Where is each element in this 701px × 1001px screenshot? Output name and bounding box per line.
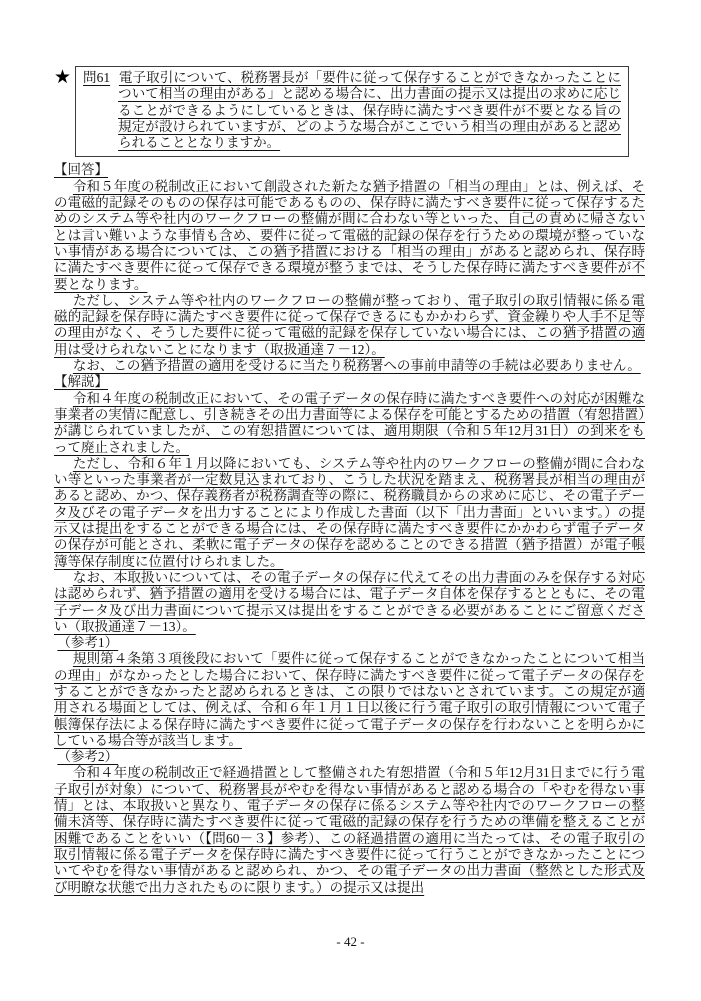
reference2-paragraph: 令和４年度の税制改正で経過措置として整備された宥恕措置（令和５年12月31日までに行う電子取引が対象）について、税務署長がやむを得ない事情があると認める場合の「やむを得ない事情」とは、本取扱いと異なり、電子データの保存に係るシステム等や社内でのワークフローの整備未済等、保存時に満たすべき要件に従って電磁的記録の保存を行うための準備を整えることが困難であることをいい（【問60－３】参考）、この経過措置の適用に当たっては、その電子取引の取引情報に係る電子データを保存時に満たすべき要件に従って行うことができなかったことについてやむを得ない事情があると認められ、かつ、その電子データの出力書面（整然とした形式及び明瞭な状態で出力されたものに限ります。）の提示又は提出 xyxy=(54,765,645,895)
question-number: 問61 xyxy=(83,70,111,85)
star-marker-icon: ★ xyxy=(54,67,72,88)
commentary-paragraph-2: ただし、令和６年１月以降においても、システム等や社内のワークフローの整備が間に合わない等といった事業者が一定数見込まれており、こうした状況を踏まえ、税務署長が相当の理由があると認め、かつ、保存義務者が税務調査等の際に、税務職員からの求めに応じ、その電子データ及びその電子データを出力することにより作成した書面（以下「出力書面」といいます。）の提示又は提出をすることができる場合には、その保存時に満たすべき要件にかかわらず電子データの保存が可能とされ、柔軟に電子データの保存を認めることのできる措置（猶予措置）が電子帳簿等保存制度に位置付けられました。 xyxy=(54,455,645,569)
commentary-heading: 【解説】 xyxy=(54,374,108,390)
answer-heading: 【回答】 xyxy=(54,162,108,178)
reference1-paragraph: 規則第４条第３項後段において「要件に従って保存することができなかったことについて相当の理由」がなかったとした場合において、保存時に満たすべき要件に従って電子データの保存をすることができなかったと認められるときは、この限りではないとされています。この規定が適用される場面としては、例えば、令和６年１月１日以後に行う電子取引の取引情報について電子帳簿保存法による保存時に満たすべき要件に従って電子データの保存を行わないことを明らかにしている場合等が該当します。 xyxy=(54,651,645,748)
page-content xyxy=(54,66,645,896)
answer-paragraph-1: 令和５年度の税制改正において創設された新たな猶予措置の「相当の理由」とは、例えば、その電磁的記録そのものの保存は可能であるものの、保存時に満たすべき要件に従って保存するためのシステム等や社内のワークフローの整備が間に合わない等といった、自己の責めに帰さないとは言い難いような事情も含め、要件に従って電磁的記録の保存を行うための環境が整っていない事情がある場合については、この猶予措置における「相当の理由」があると認められ、保存時に満たすべき要件に従って保存できる環境が整うまでは、そうした保存時に満たすべき要件が不要となります。 xyxy=(54,178,645,292)
question-box xyxy=(75,66,629,157)
reference1-section xyxy=(54,635,645,749)
question-paragraph xyxy=(83,70,621,151)
commentary-paragraph-1: 令和４年度の税制改正において、その電子データの保存時に満たすべき要件への対応が困難な事業者の実情に配意し、引き続きその出力書面等による保存を可能とするための措置（宥恕措置）が講じられていましたが、この宥恕措置については、適用期限（令和５年12月31日）の到来をもって廃止されました。 xyxy=(54,390,645,455)
reference1-heading: （参考1） xyxy=(57,635,119,651)
commentary-section xyxy=(54,374,645,635)
answer-paragraph-2: ただし、システム等や社内のワークフローの整備が整っており、電子取引の取引情報に係る電磁的記録を保存時に満たすべき要件に従って保存できるにもかかわらず、資金繰りや人手不足等の理由がなく、そうした要件に従って電磁的記録を保存していない場合には、この猶予措置の適用は受けられないことになります（取扱通達７－12）。 xyxy=(54,292,645,357)
question-block xyxy=(54,66,645,157)
answer-section xyxy=(54,162,645,374)
question-text: 電子取引について、税務署長が「要件に従って保存することができなかったことについて相当の理由がある」と認める場合に、出力書面の提示又は提出の求めに応じることができるようにしているときは、保存時に満たすべき要件が不要となる旨の規定が設けられていますが、どのような場合がここでいう相当の理由があると認められることとなりますか。 xyxy=(118,70,621,151)
answer-paragraph-3: なお、この猶予措置の適用を受けるに当たり税務署への事前申請等の手続は必要ありません。 xyxy=(72,358,641,374)
reference2-heading: （参考2） xyxy=(57,749,119,765)
commentary-paragraph-3: なお、本取扱いについては、その電子データの保存に代えてその出力書面のみを保存する対応は認められず、猶予措置の適用を受ける場合には、電子データ自体を保存するとともに、その電子データ及び出力書面について提示又は提出をすることができる必要があることにご留意ください（取扱通達７－13）。 xyxy=(54,569,645,634)
reference2-section xyxy=(54,749,645,896)
page-number: - 42 - xyxy=(336,934,365,949)
